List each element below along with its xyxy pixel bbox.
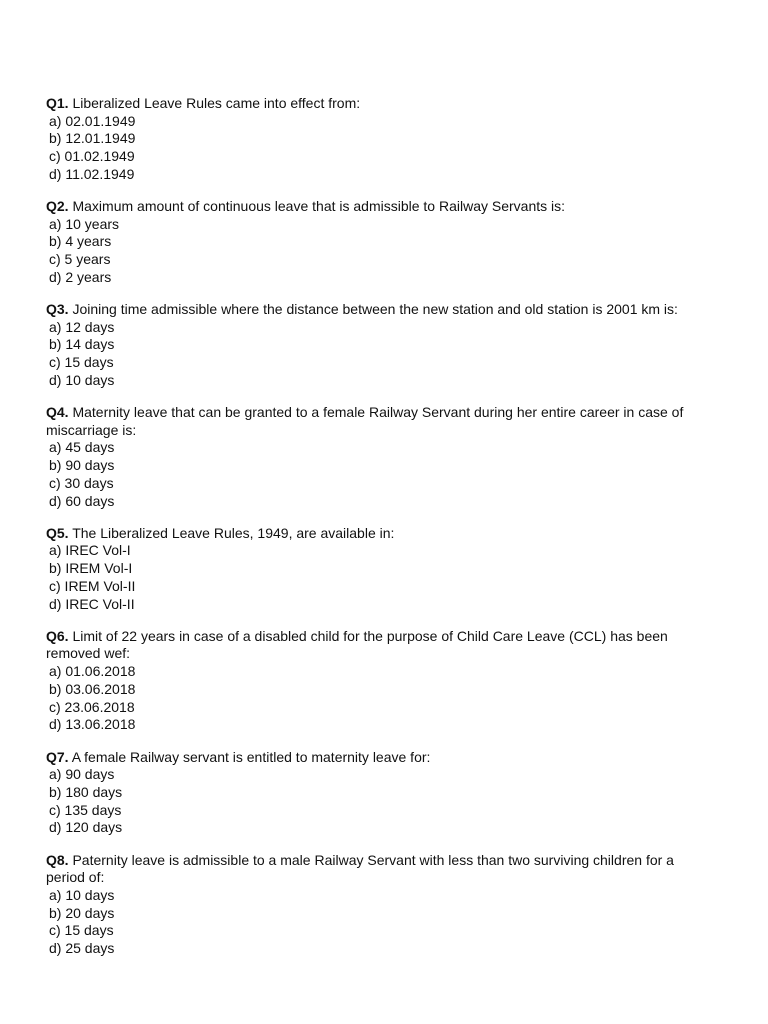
option-d: d) 13.06.2018 (49, 716, 136, 733)
options-list (46, 319, 706, 390)
question-prompt: Maternity leave that can be granted to a female Railway Servant during her entire career in case of miscarriage is: (46, 404, 684, 438)
question-8 (46, 852, 706, 958)
option-c: c) 135 days (49, 801, 122, 818)
option-a: a) 10 years (49, 215, 120, 232)
question-text (46, 198, 706, 216)
question-6 (46, 628, 706, 734)
option-c: c) 23.06.2018 (49, 698, 135, 715)
question-4 (46, 404, 706, 510)
question-number: Q6. (46, 627, 69, 644)
question-prompt: A female Railway servant is entitled to maternity leave for: (68, 748, 431, 765)
option-b: b) 4 years (49, 233, 112, 250)
options-list (46, 113, 706, 184)
question-text (46, 301, 706, 319)
question-number: Q3. (46, 301, 69, 318)
question-prompt: The Liberalized Leave Rules, 1949, are available in: (68, 524, 395, 541)
option-a: a) 02.01.1949 (49, 112, 136, 129)
option-c: c) 5 years (49, 251, 111, 268)
question-text (46, 525, 706, 543)
question-prompt: Joining time admissible where the distance between the new station and old station is 2001 km is: (68, 301, 678, 318)
option-c: c) 15 days (49, 922, 114, 939)
options-list (46, 216, 706, 287)
option-d: d) 2 years (49, 268, 112, 285)
question-number: Q7. (46, 748, 69, 765)
option-c: c) 30 days (49, 474, 114, 491)
option-c: c) 01.02.1949 (49, 148, 135, 165)
option-b: b) 180 days (49, 783, 123, 800)
option-d: d) 10 days (49, 371, 115, 388)
question-number: Q5. (46, 524, 69, 541)
option-d: d) 60 days (49, 492, 115, 509)
question-7 (46, 749, 706, 838)
option-a: a) 10 days (49, 886, 115, 903)
question-prompt: Limit of 22 years in case of a disabled child for the purpose of Child Care Leave (CCL) has been removed wef: (46, 627, 668, 662)
option-a: a) IREC Vol-I (49, 542, 131, 559)
option-c: c) IREM Vol-II (49, 577, 136, 594)
options-list (46, 766, 706, 837)
option-b: b) IREM Vol-I (49, 560, 133, 577)
option-d: d) 120 days (49, 819, 123, 836)
option-b: b) 03.06.2018 (49, 680, 136, 697)
option-b: b) 14 days (49, 336, 115, 353)
question-number: Q1. (46, 95, 69, 111)
question-prompt: Liberalized Leave Rules came into effect from: (68, 95, 361, 111)
question-prompt: Paternity leave is admissible to a male Railway Servant with less than two surviving children for a period of: (46, 851, 674, 886)
option-b: b) 90 days (49, 457, 115, 474)
options-list (46, 439, 706, 510)
options-list (46, 887, 706, 958)
question-number: Q4. (46, 404, 69, 421)
option-d: d) 11.02.1949 (49, 165, 135, 182)
option-c: c) 15 days (49, 354, 114, 371)
question-5 (46, 525, 706, 614)
option-a: a) 90 days (49, 766, 115, 783)
question-text (46, 628, 706, 663)
option-a: a) 45 days (49, 439, 115, 456)
question-number: Q8. (46, 851, 69, 868)
option-b: b) 12.01.1949 (49, 130, 136, 147)
options-list (46, 663, 706, 734)
question-2 (46, 198, 706, 287)
option-b: b) 20 days (49, 904, 115, 921)
option-a: a) 01.06.2018 (49, 663, 136, 680)
question-number: Q2. (46, 198, 69, 215)
question-text (46, 95, 706, 113)
question-3 (46, 301, 706, 390)
options-list (46, 542, 706, 613)
option-d: d) IREC Vol-II (49, 595, 135, 612)
question-1 (46, 95, 706, 184)
question-text (46, 404, 706, 439)
option-d: d) 25 days (49, 940, 115, 957)
question-text (46, 749, 706, 767)
option-a: a) 12 days (49, 318, 115, 335)
question-prompt: Maximum amount of continuous leave that is admissible to Railway Servants is: (68, 198, 566, 215)
question-text (46, 852, 706, 887)
quiz-document (46, 95, 706, 972)
